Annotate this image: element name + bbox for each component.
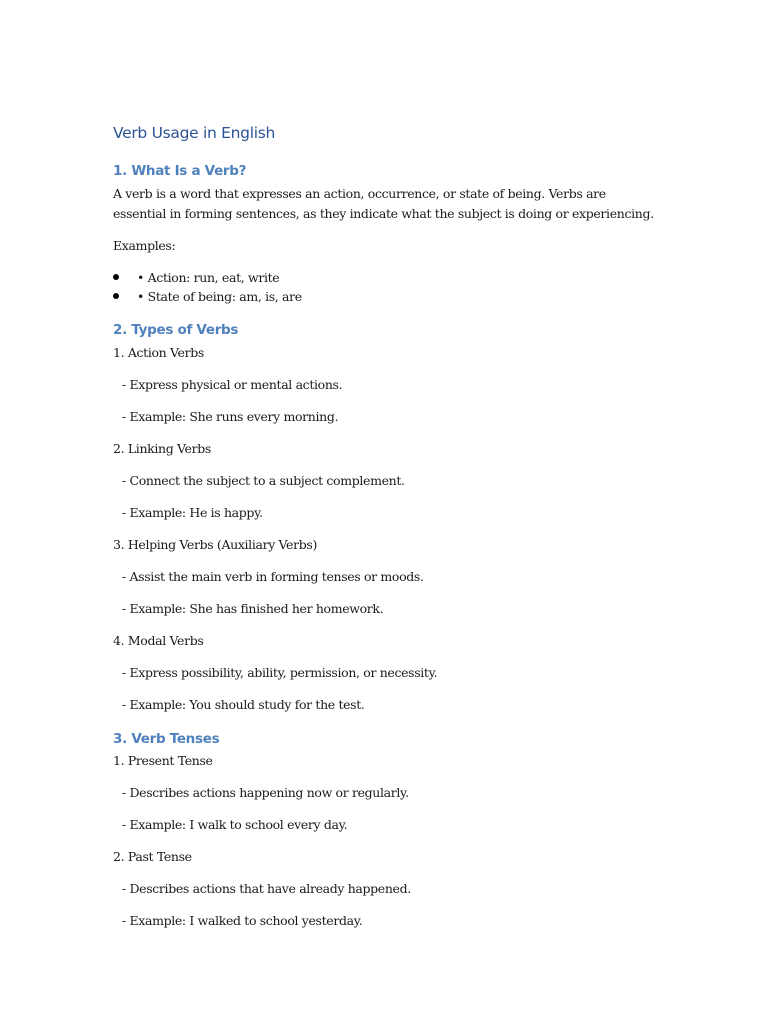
item-line: - Describes actions that have already happened.: [122, 881, 411, 896]
bullet-icon: [113, 274, 119, 280]
item-label: 2. Linking Verbs: [113, 441, 211, 456]
section-heading-what-is-a-verb: 1. What Is a Verb?: [113, 163, 247, 179]
item-line: - Connect the subject to a subject complement.: [122, 473, 405, 488]
item-line: - Example: She runs every morning.: [122, 409, 339, 424]
list-item-text: • Action: run, eat, write: [137, 270, 280, 285]
item-line: - Example: She has finished her homework.: [122, 601, 384, 616]
document-title: Verb Usage in English: [113, 124, 276, 142]
item-label: 2. Past Tense: [113, 849, 192, 864]
item-line: - Example: I walk to school every day.: [122, 817, 348, 832]
item-line: - Example: He is happy.: [122, 505, 263, 520]
examples-label: Examples:: [113, 238, 176, 253]
item-label: 1. Present Tense: [113, 753, 213, 768]
item-label: 4. Modal Verbs: [113, 633, 204, 648]
item-label: 1. Action Verbs: [113, 345, 204, 360]
item-line: - Example: I walked to school yesterday.: [122, 913, 363, 928]
bullet-icon: [113, 293, 119, 299]
item-label: 3. Helping Verbs (Auxiliary Verbs): [113, 537, 317, 552]
item-line: - Example: You should study for the test.: [122, 697, 365, 712]
section-heading-verb-tenses: 3. Verb Tenses: [113, 731, 220, 747]
section-heading-types-of-verbs: 2. Types of Verbs: [113, 322, 239, 338]
section-paragraph: A verb is a word that expresses an action, occurrence, or state of being. Verbs are essential in forming sentences, as they indicate what the subject is doing or experiencing.: [113, 186, 654, 221]
item-line: - Express possibility, ability, permission, or necessity.: [122, 665, 438, 680]
item-line: - Express physical or mental actions.: [122, 377, 343, 392]
item-line: - Describes actions happening now or regularly.: [122, 785, 409, 800]
list-item-text: • State of being: am, is, are: [137, 289, 302, 304]
item-line: - Assist the main verb in forming tenses or moods.: [122, 569, 424, 584]
